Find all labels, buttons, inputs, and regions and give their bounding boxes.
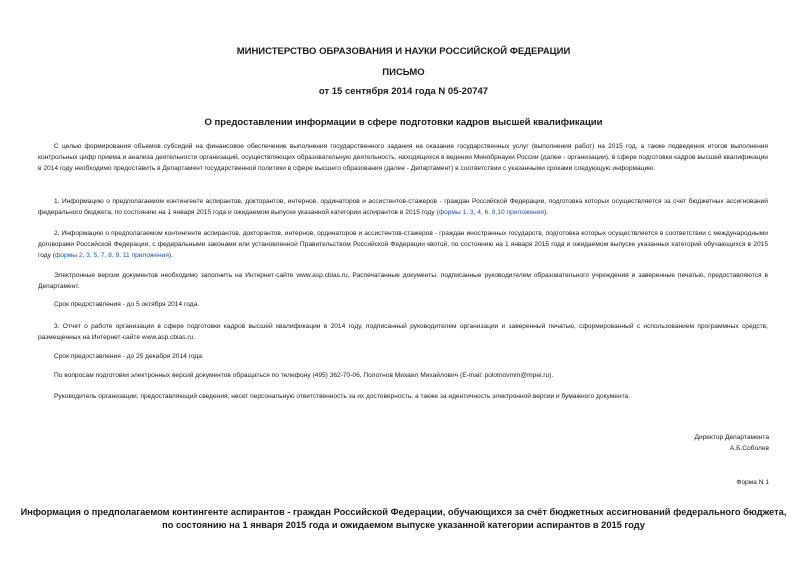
electronic-versions-paragraph: Электронные версии документов необходимо заполнить на Интернет-сайте www.asp.cbias.ru. Распечатанные документы, подписанные руководителем образовательного учреждения и заверенные печатью, предоставляются в Департамент.	[38, 272, 768, 291]
form-label: Форма N 1	[736, 479, 769, 486]
item-2-paragraph: 2. Информацию о предполагаемом контингенте аспирантов, докторантов, интернов, ординаторов и ассистентов-стажеров - граждан иностранных государств, подготовка которых осуществляется в соответствии с международными договорами Российской Федерации, с федеральными законами или установленной Правительством Российской Федерации квотой, по состоянию на 1 января 2015 года и ожидаемом выпуске указанных категорий обучающихся в 2015 году (формы 2, 3, 5, 7, 8, 9, 11 приложения).	[38, 230, 768, 260]
ministry-title: МИНИСТЕРСТВО ОБРАЗОВАНИЯ И НАУКИ РОССИЙСКОЙ ФЕДЕРАЦИИ	[236, 46, 571, 57]
deadline-2: Срок предоставления - до 25 декабря 2014 года.	[54, 353, 204, 360]
item-2-forms-link[interactable]: формы 2, 3, 5, 7, 8, 9, 11 приложения	[54, 252, 169, 260]
contacts-paragraph: По вопросам подготовки электронных версий документов обращаться по телефону (495) 362-70-06, Полотнов Михаил Михайлович (E-mail: polotnovmm@mpei.ru).	[54, 372, 554, 379]
document-date-number: от 15 сентября 2014 года N 05-20747	[318, 86, 489, 97]
item-1-paragraph: 1. Информацию о предполагаемом контингенте аспирантов, докторантов, интернов, ординаторов и ассистентов-стажеров - граждан Российской Федерации, подготовка которых осуществляется за счет бюджетных ассигнований федерального бюджета, по состоянию на 1 января 2015 года и ожидаемом выпуске указанной категории аспирантов в 2015 году (формы 1, 3, 4, 6, 8,10 приложения).	[38, 198, 768, 217]
item-1-forms-link[interactable]: формы 1, 3, 4, 6, 8,10 приложения	[438, 209, 544, 217]
document-subject: О предоставлении информации в сфере подготовки кадров высшей квалификации	[204, 117, 603, 128]
responsibility-paragraph: Руководитель организации, предоставляющий сведения, несет персональную ответственность за их достоверность, а также за идентичность электронной версии и бумажного документа.	[54, 393, 631, 400]
bottom-title	[20, 506, 787, 532]
intro-paragraph: С целью формирования объемов субсидий на финансовое обеспечение выполнения государственного задания на оказание государственных услуг (выполнения работ) на 2015 год, а также подведения итогов выполнения контрольных цифр приема и анализа деятельности организаций, осуществляющих образовательную деятельность, находящихся в ведении Минобрнауки России (далее - организации), в сфере подготовки кадров высшей квалификации в 2014 году необходимо предоставить в Департамент государственной политики в сфере высшего образования (далее - Департамент) в соответствии с указанными сроками следующую информацию:	[38, 143, 768, 173]
signature-name: А.Б.Соболев	[729, 445, 769, 452]
deadline-1: Срок предоставления - до 5 октября 2014 года.	[54, 301, 200, 308]
document-type: ПИСЬМО	[382, 67, 425, 78]
item-3-paragraph: 3. Отчет о работе организации в сфере подготовки кадров высшей квалификации в 2014 году, подписанный руководителем организации и заверенный печатью, сформированный с использованием программных средств, размещенных на Интернет-сайте www.asp.cbias.ru.	[38, 323, 768, 342]
signature-position: Директор Департамента	[694, 434, 769, 441]
bottom-title-line-1: Информация о предполагаемом контингенте аспирантов - граждан Российской Федерации, обучающихся за счёт бюджетных ассигнований федерального бюджета,	[20, 507, 787, 517]
bottom-title-line-2: по состоянию на 1 января 2015 года и ожидаемом выпуске указанной категории аспирантов в 2015 году	[162, 520, 645, 530]
